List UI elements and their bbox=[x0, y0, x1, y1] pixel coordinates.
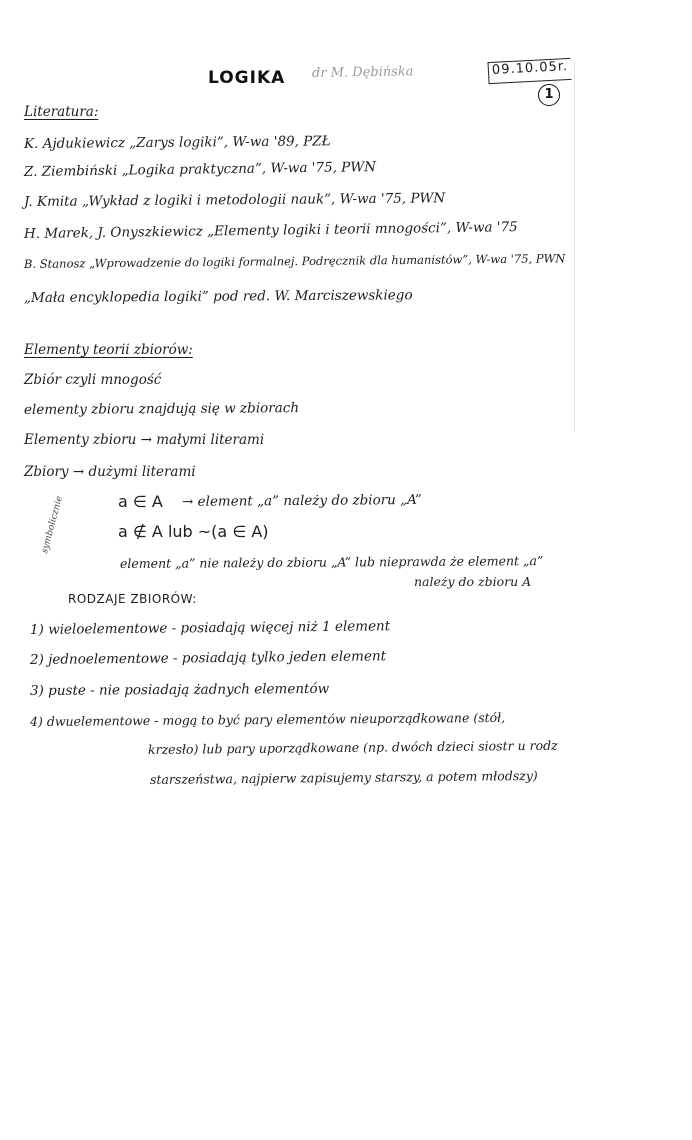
set-type-item: 1) wieloelementowe - posiadają więcej niż 1 element bbox=[29, 618, 391, 638]
set-type-continuation: krzesło) lub pary uporządkowane (np. dwóch dzieci siostr u rodz bbox=[147, 737, 558, 757]
membership-formula: a ∈ A bbox=[118, 492, 163, 511]
formula-reading-continued: należy do zbioru A bbox=[414, 574, 532, 589]
literature-item: Z. Ziembiński „Logika praktyczna”, W-wa '75, PWN bbox=[23, 159, 377, 180]
note-line: elementy zbioru znajdują się w zbiorach bbox=[23, 400, 300, 418]
membership-description: → element „a” należy do zbioru „A” bbox=[181, 491, 422, 510]
page-title: LOGIKA bbox=[208, 68, 286, 88]
section-heading: Elementy teorii zbiorów: bbox=[24, 342, 193, 358]
set-type-continuation: starszeństwa, najpierw zapisujemy starszy, a potem młodszy) bbox=[149, 767, 538, 787]
set-type-item: 2) jednoelementowe - posiadają tylko jeden element bbox=[29, 648, 387, 668]
page-edge-line bbox=[574, 62, 575, 432]
lecture-date: 09.10.05r. bbox=[491, 59, 569, 78]
set-type-item: 3) puste - nie posiadają żadnych elementów bbox=[29, 680, 330, 699]
literature-item: J. Kmita „Wykład z logiki i metodologii nauk”, W-wa '75, PWN bbox=[23, 190, 446, 210]
literature-heading: Literatura: bbox=[24, 104, 99, 120]
lecturer-name: dr M. Dębińska bbox=[311, 64, 414, 81]
formula-reading: element „a” nie należy do zbioru „A” lub nieprawda że element „a” bbox=[119, 553, 544, 571]
page-number-circle: 1 bbox=[538, 84, 560, 106]
note-line: Zbiór czyli mnogość bbox=[24, 372, 162, 388]
margin-note: symbolicznie bbox=[40, 495, 65, 555]
literature-item: H. Marek, J. Onyszkiewicz „Elementy logiki i teorii mnogości”, W-wa '75 bbox=[23, 219, 518, 242]
literature-item: „Mała encyklopedia logiki” pod red. W. Marciszewskiego bbox=[23, 287, 413, 306]
set-type-item: 4) dwuelementowe - mogą to być pary elementów nieuporządkowane (stół, bbox=[29, 709, 506, 729]
literature-item: K. Ajdukiewicz „Zarys logiki”, W-wa '89, PZŁ bbox=[23, 133, 331, 152]
non-membership-formula: a ∉ A lub ~(a ∈ A) bbox=[118, 522, 269, 541]
literature-item: B. Stanosz „Wprowadzenie do logiki formalnej. Podręcznik dla humanistów”, W-wa '75, PWN bbox=[23, 251, 566, 271]
types-heading: RODZAJE ZBIORÓW: bbox=[68, 592, 197, 606]
note-line: Elementy zbioru → małymi literami bbox=[24, 432, 265, 448]
note-line: Zbiory → dużymi literami bbox=[24, 464, 196, 480]
